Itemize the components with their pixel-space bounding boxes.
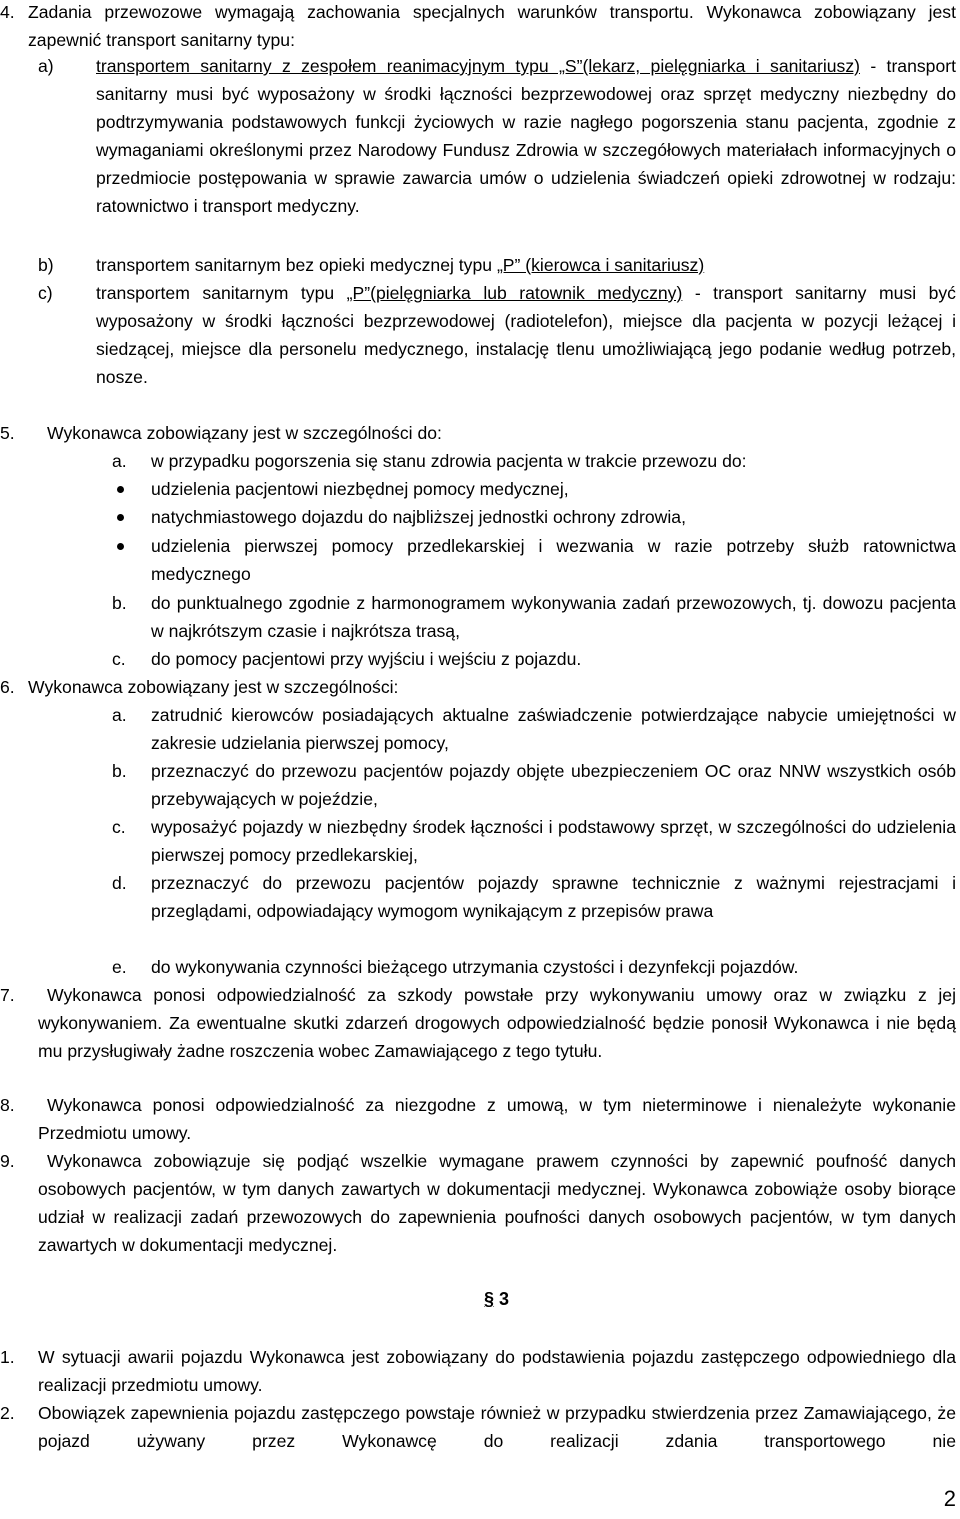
item9-text: Wykonawca zobowiązuje się podjąć wszelkie wymagane prawem czynności by zapewnić poufność danych osobowych pacjentów, w tym danych zawartych w dokumentacji medycznej. Wykonawca zobowiąże osoby biorące udział w realizacji zadań przewozowych do zapewnienia poufności danych osobowych pacjentów, w tym danych zawartych w dokumentacji medycznej. (38, 1151, 956, 1255)
item5c-text: do pomocy pacjentowi przy wyjściu i wejściu z pojazdu. (151, 649, 582, 669)
item7-number: 7. (0, 985, 15, 1005)
item9-number: 9. (0, 1151, 15, 1171)
s3-p1-text: W sytuacji awarii pojazdu Wykonawca jest zobowiązany do podstawienia pojazdu zastępczego odpowiedniego dla realizacji przedmiotu umowy. (38, 1347, 956, 1395)
item7-text: Wykonawca ponosi odpowiedzialność za szkody powstałe przy wykonywaniu umowy oraz w związku z jej wykonywaniem. Za ewentualne skutki zdarzeń drogowych odpowiedzialność będzie ponosił Wykonawca i nie będą mu przysługiwały żadne roszczenia wobec Zamawiającego z tego tytułu. (38, 985, 956, 1061)
section-heading (484, 1289, 509, 1310)
item6c-label: c. (112, 817, 126, 837)
item6a-label: a. (112, 705, 127, 725)
item4b-text: transportem sanitarnym bez opieki medycznej typu „P” (kierowca i sanitariusz) (96, 255, 705, 275)
item6b-text: przeznaczyć do przewozu pacjentów pojazdy objęte ubezpieczeniem OC oraz NNW wszystkich osób przebywających w pojeździe, (151, 761, 956, 809)
item6c-text: wyposażyć pojazdy w niezbędny środek łączności i podstawowy sprzęt, w szczególności do udzielenia pierwszej pomocy przedlekarskiej, (151, 817, 956, 865)
item6d-text: przeznaczyć do przewozu pacjentów pojazdy sprawne technicznie z ważnymi rejestracjami i przeglądami, odpowiadający wymogom wynikającym z przepisów prawa (151, 873, 956, 921)
item5a-label: a. (112, 451, 127, 471)
item4a-label: a) (38, 56, 54, 76)
item4c-underlined: „P”(pielęgniarka lub ratownik medyczny) (346, 283, 683, 303)
section-number: 3 (499, 1289, 510, 1309)
item6d-label: d. (112, 873, 127, 893)
item4c-text: transportem sanitarnym typu „P”(pielęgniarka lub ratownik medyczny) - transport sanitarny musi być wyposażony w środki łączności bezprzewodowej (radiotelefon), miejsce dla pacjenta w pozycji leżącej i siedzącej, miejsce dla personelu medycznego, instalację tlenu umożliwiającą jego podanie według potrzeb, nosze. (96, 283, 956, 387)
item5-bullet-2: natychmiastowego dojazdu do najbliższej jednostki ochrony zdrowia, (151, 507, 686, 527)
item8-number: 8. (0, 1095, 15, 1115)
item5-text: Wykonawca zobowiązany jest w szczególności do: (47, 423, 442, 443)
item8-text: Wykonawca ponosi odpowiedzialność za niezgodne z umową, w tym nieterminowe i nienależyte wykonanie Przedmiotu umowy. (38, 1095, 956, 1143)
item6-text: Wykonawca zobowiązany jest w szczególności: (28, 677, 399, 697)
item6e-label: e. (112, 957, 127, 977)
page-number: 2 (943, 1486, 956, 1511)
item4a-text (96, 52, 956, 220)
item4c-label: c) (38, 283, 53, 303)
item4-text: Zadania przewozowe wymagają zachowania specjalnych warunków transportu. Wykonawca zobowiązany jest zapewnić transport sanitarny typu: (28, 2, 956, 50)
section-sign: § (484, 1289, 495, 1309)
item5b-label: b. (112, 593, 127, 613)
item6-number: 6. (0, 677, 15, 697)
item6b-label: b. (112, 761, 127, 781)
item5-bullet-3: udzielenia pierwszej pomocy przedlekarskiej i wezwania w razie potrzeby służb ratownictwa medycznego (151, 536, 956, 584)
item4-number: 4. (0, 2, 15, 22)
s3-p1-number: 1. (0, 1347, 15, 1367)
bullet-dot (117, 543, 124, 550)
item6e-text: do wykonywania czynności bieżącego utrzymania czystości i dezynfekcji pojazdów. (151, 957, 799, 977)
item5b-text: do punktualnego zgodnie z harmonogramem wykonywania zadań przewozowych, tj. dowozu pacjenta w najkrótszym czasie i najkrótsza trasą, (151, 593, 956, 641)
item5c-label: c. (112, 649, 126, 669)
s3-p2-number: 2. (0, 1403, 15, 1423)
item5-bullet-1: udzielenia pacjentowi niezbędnej pomocy medycznej, (151, 479, 569, 499)
item5-number: 5. (0, 423, 15, 443)
item4a-underlined: transportem sanitarny z zespołem reanimacyjnym typu „S”(lekarz, pielęgniarka i sanitariusz) (96, 56, 860, 76)
item4b-underlined: „P” (kierowca i sanitariusz) (496, 255, 705, 275)
s3-p2-text: Obowiązek zapewnienia pojazdu zastępczego powstaje również w przypadku stwierdzenia przez Zamawiającego, że pojazd używany przez Wykonawcę do realizacji zdania transportowego nie (38, 1403, 956, 1451)
item5a-text: w przypadku pogorszenia się stanu zdrowia pacjenta w trakcie przewozu do: (151, 451, 747, 471)
bullet-dot (117, 514, 124, 521)
bullet-dot (117, 486, 124, 493)
item6a-text: zatrudnić kierowców posiadających aktualne zaświadczenie potwierdzające nabycie umiejętności w zakresie udzielania pierwszej pomocy, (151, 705, 956, 753)
item4b-label: b) (38, 255, 54, 275)
item4a-rest: - transport sanitarny musi być wyposażony w środki łączności bezprzewodowej oraz sprzęt medyczny niezbędny do podtrzymywania podstawowych funkcji życiowych w razie nagłego pogorszenia stanu pacjenta, zgodnie z wymaganiami określonymi przez Narodowy Fundusz Zdrowia w szczegółowych materiałach informacyjnych o przedmiocie postępowania w sprawie zawarcia umów o udzielenia świadczeń opieki zdrowotnej w rodzaju: ratownictwo i transport medyczny. (96, 56, 956, 216)
